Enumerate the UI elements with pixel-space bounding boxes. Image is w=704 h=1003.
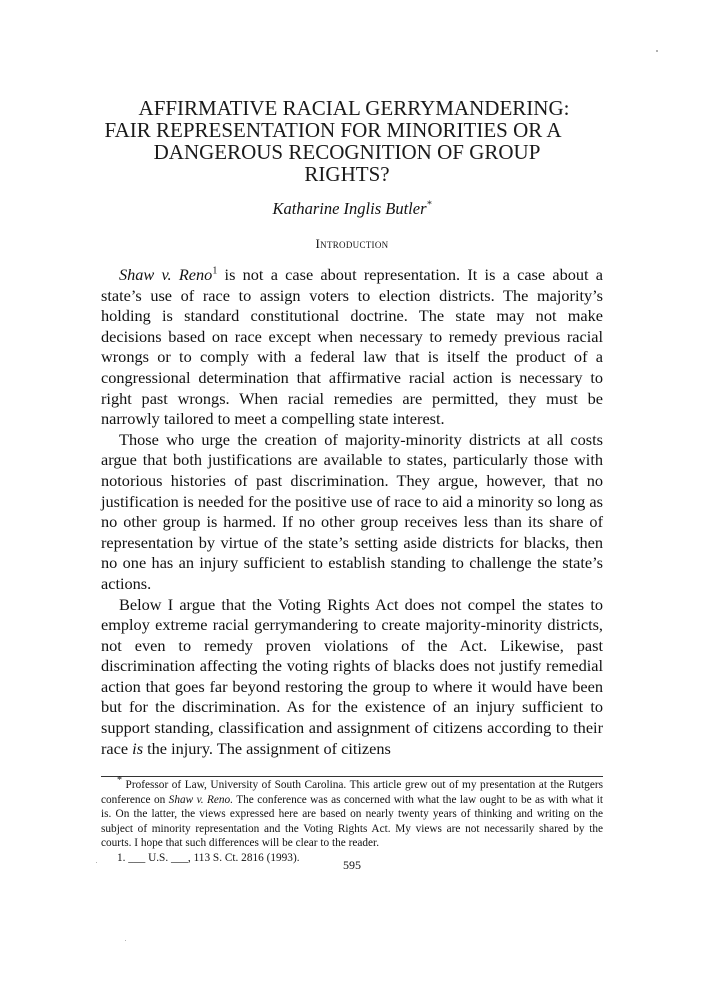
footnote-ref-1: 1: [212, 265, 218, 277]
footnote-1: 1. ___ U.S. ___, 113 S. Ct. 2816 (1993).: [117, 851, 300, 864]
case-name: Shaw v. Reno: [119, 265, 213, 284]
emphasis-is: is: [132, 738, 144, 758]
footnote-case-name: Shaw v. Reno.: [168, 793, 234, 806]
title-line-4: RIGHTS?: [304, 162, 390, 186]
paragraph-1: [101, 265, 603, 430]
paragraph-3-text-b: the injury. The assignment of citizens: [143, 738, 391, 758]
paragraph-3-text-a: Below I argue that the Voting Rights Act does not compel the states to employ extreme racial gerrymandering to create majority-minority districts, not even to remedy proven violations of the Act. Likewise, past discrimination affecting the voting rights of blacks does not justify remedial action that goes far beyond restoring the group to where it would have been but for the discrimination. As for the existence of an injury sufficient to support standing, classification and assignment of citizens according to their race: [101, 594, 603, 758]
author-name: Katharine Inglis Butler: [272, 199, 427, 218]
title-line-3: DANGEROUS RECOGNITION OF GROUP: [153, 140, 541, 164]
scan-speck: [656, 50, 658, 52]
scan-speck: [96, 862, 97, 863]
paragraph-3: [101, 595, 603, 760]
title-line-1: AFFIRMATIVE RACIAL GERRYMANDERING:: [138, 96, 570, 120]
paragraph-2: Those who urge the creation of majority-minority districts at all costs argue that both justifications are available to states, particularly those with notorious histories of past discrimination. They argue, however, that no justification is needed for the positive use of race to aid a minority so long as no other group is harmed. If no other group receives less than its share of representation by virtue of the state’s setting aside districts for blacks, then no one has an injury sufficient to establish standing to challenge the state’s actions.: [101, 429, 603, 593]
scan-speck: [125, 940, 126, 941]
author-footnote-marker: *: [426, 199, 432, 211]
paragraph-1-text: is not a case about representation. It is a case about a state’s use of race to assign voters to election districts. The majority’s holding is standard constitutional doctrine. The state may not make decisions based on race except when necessary to remedy previous racial wrongs or to comply with a federal law that is itself the product of a congressional determination that affirmative racial action is necessary to right past wrongs. When racial remedies are permitted, they must be narrowly tailored to meet a compelling state interest.: [101, 265, 604, 429]
footnote-star: [101, 775, 603, 851]
footnote-divider: [101, 776, 603, 777]
page-number: 595: [343, 858, 361, 872]
body-text: [101, 265, 603, 759]
footnote-star-text-b: The conference was as concerned with what the law ought to be as with what it is. On the latter, the views expressed here are based on nearly twenty years of thinking and writing on the subject of minority representation and the Voting Rights Act. My views are not necessarily shared by the courts. I hope that such differences will be clear to the reader.: [101, 793, 603, 850]
footnotes: [101, 775, 603, 866]
section-heading: Introduction: [315, 236, 389, 251]
footnote-star-marker: *: [117, 775, 122, 787]
author-byline: [101, 199, 603, 219]
article-title: [96, 97, 598, 185]
footnote-star-text-a: Professor of Law, University of South Carolina. This article grew out of my presentation at the Rutgers conference on: [101, 779, 603, 806]
title-line-2: FAIR REPRESENTATION FOR MINORITIES OR A: [104, 118, 562, 142]
